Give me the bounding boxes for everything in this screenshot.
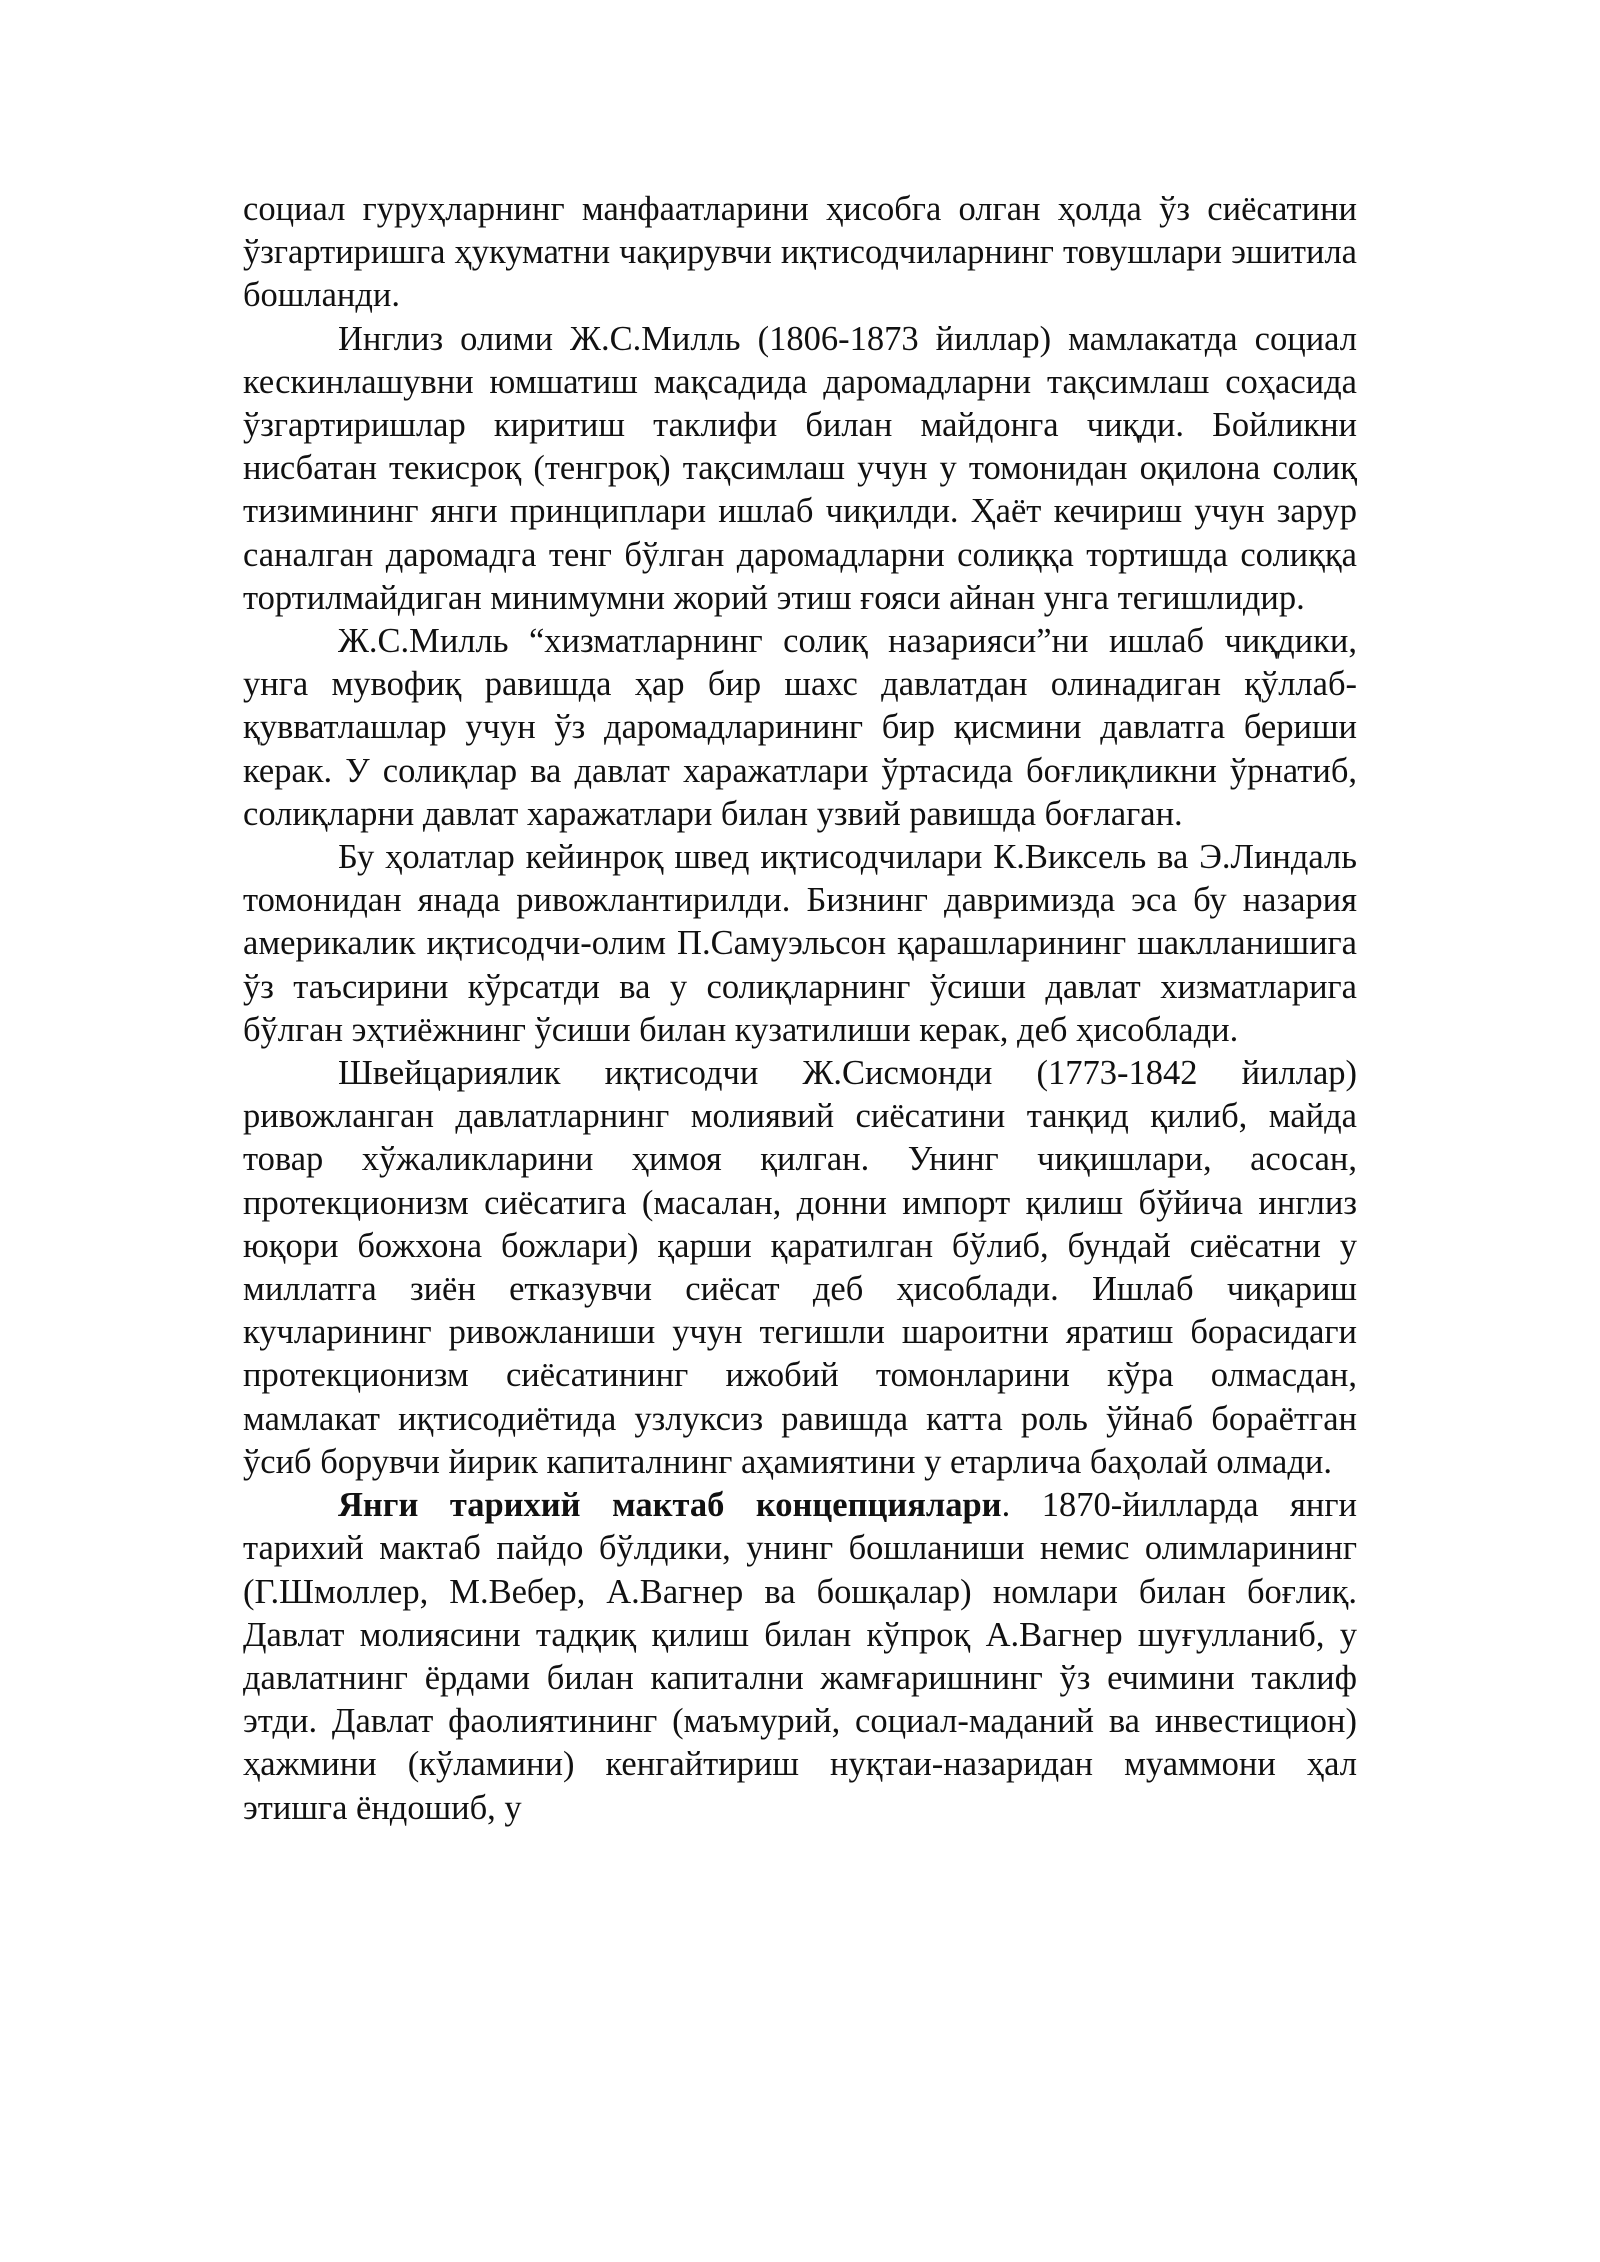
paragraph-4: Бу ҳолатлар кейинроқ швед иқтисодчилари К.Виксель ва Э.Линдаль томонидан янада ривожлантирилди. Бизнинг давримизда эса бу назария америкалик иқтисодчи-олим П.Самуэльсон қарашларининг шаклланишига ўз таъсирини кўрсатди ва у солиқларнинг ўсиши давлат хизматларига бўлган эҳтиёжнинг ўсиши билан кузатилиши керак, деб ҳисоблади. [243, 838, 1357, 1049]
paragraph-6 [243, 1484, 1357, 1830]
document-page [243, 188, 1357, 1830]
paragraph-5: Швейцариялик иқтисодчи Ж.Сисмонди (1773-1842 йиллар) ривожланган давлатларнинг молиявий сиёсатини танқид қилиб, майда товар хўжаликларини ҳимоя қилган. Унинг чиқишлари, асосан, протекционизм сиёсатига (масалан, донни импорт қилиш бўйича инглиз юқори божхона божлари) қарши қаратилган бўлиб, бундай сиёсатни у миллатга зиён етказувчи сиёсат деб ҳисоблади. Ишлаб чиқариш кучларининг ривожланиши учун тегишли шароитни яратиш борасидаги протекционизм сиёсатининг ижобий томонларини кўра олмасдан, мамлакат иқтисодиётида узлуксиз равишда катта роль ўйнаб бораётган ўсиб борувчи йирик капиталнинг аҳамиятини у етарлича баҳолай олмади. [243, 1054, 1357, 1481]
paragraph-3: Ж.С.Милль “хизматларнинг солиқ назарияси”ни ишлаб чиқдики, унга мувофиқ равишда ҳар бир шахс давлатдан олинадиган қўллаб-қувватлашлар учун ўз даромадларининг бир қисмини давлатга бериши керак. У солиқлар ва давлат харажатлари ўртасида боғлиқликни ўрнатиб, солиқларни давлат харажатлари билан узвий равишда боғлаган. [243, 622, 1357, 833]
paragraph-2: Инглиз олими Ж.С.Милль (1806-1873 йиллар) мамлакатда социал кескинлашувни юмшатиш мақсадида даромадларни тақсимлаш соҳасида ўзгартиришлар киритиш таклифи билан майдонга чиқди. Бойликни нисбатан текисроқ (тенгроқ) тақсимлаш учун у томонидан оқилона солиқ тизимининг янги принциплари ишлаб чиқилди. Ҳаёт кечириш учун зарур саналган даромадга тенг бўлган даромадларни солиққа тортишда солиққа тортилмайдиган минимумни жорий этиш ғояси айнан унга тегишлидир. [243, 319, 1357, 617]
paragraph-1: социал гуруҳларнинг манфаатларини ҳисобга олган ҳолда ўз сиёсатини ўзгартиришга ҳукуматни чақирувчи иқтисодчиларнинг товушлари эшитила бошланди. [243, 190, 1357, 315]
paragraph-6-text: . 1870-йилларда янги тарихий мактаб пайдо бўлдики, унинг бошланиши немис олимларининг (Г.Шмоллер, М.Вебер, А.Вагнер ва бошқалар) номлари билан боғлиқ. Давлат молиясини тадқиқ қилиш билан кўпроқ А.Вагнер шуғулланиб, у давлатнинг ёрдами билан капитални жамғаришнинг ўз ечимини таклиф этди. Давлат фаолиятининг (маъмурий, социал-маданий ва инвестицион) ҳажмини (кўламини) кенгайтириш нуқтаи-назаридан муаммони ҳал этишга ёндошиб, у [243, 1486, 1357, 1827]
section-heading: Янги тарихий мактаб концепциялари [338, 1486, 1002, 1525]
